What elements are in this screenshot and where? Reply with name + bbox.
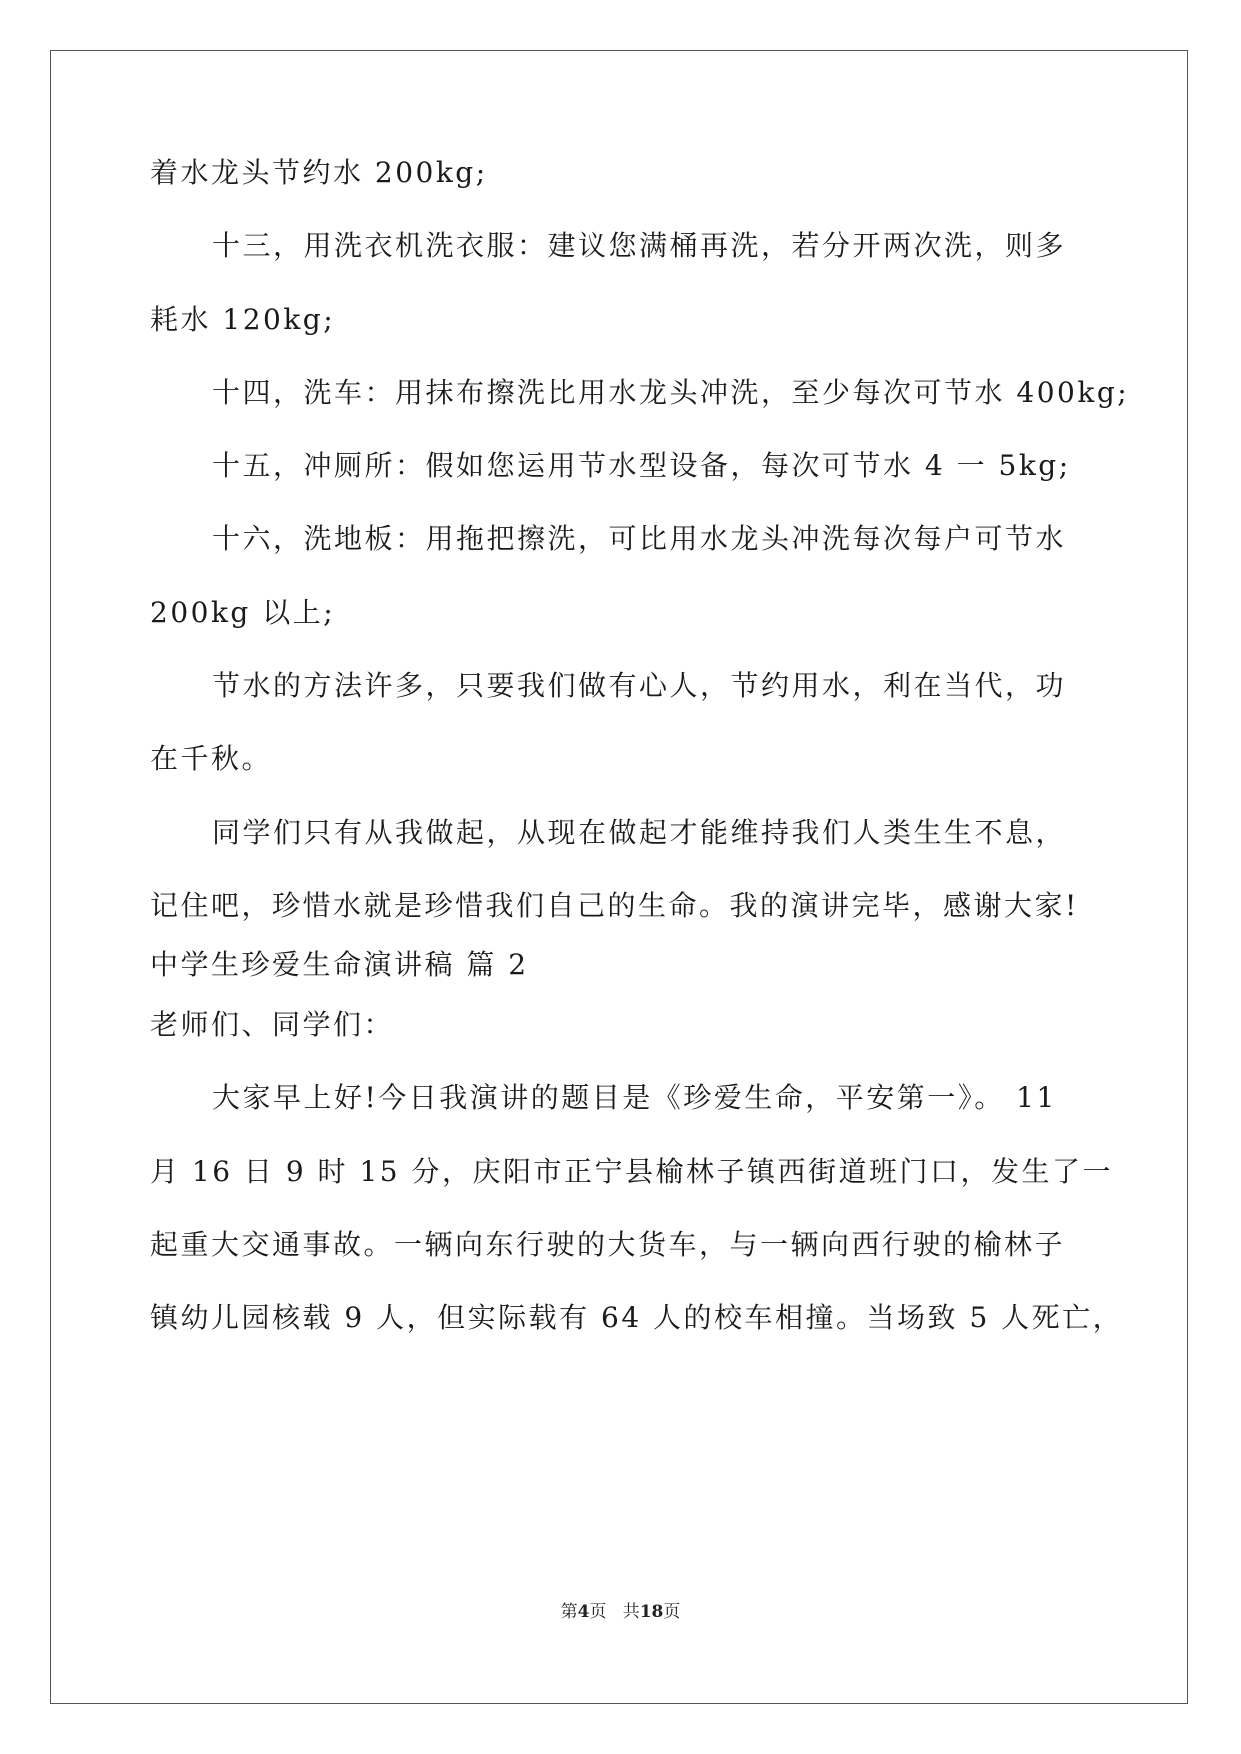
text-line: 节水的方法许多，只要我们做有心人，节约用水，利在当代，功: [212, 669, 1067, 702]
text-line: 耗水 120kg;: [150, 303, 336, 336]
text-line: 同学们只有从我做起，从现在做起才能维持我们人类生生不息，: [212, 816, 1067, 849]
total-page-number: 18: [639, 1602, 664, 1622]
footer-prefix: 第: [560, 1602, 578, 1622]
text-line: 记住吧，珍惜水就是珍惜我们自己的生命。我的演讲完毕，感谢大家!: [150, 889, 1079, 922]
current-page-number: 4: [577, 1602, 590, 1622]
footer-page-suffix: 页: [589, 1602, 607, 1622]
page-frame: [50, 50, 1188, 1704]
footer-total-suffix: 页: [663, 1602, 681, 1622]
text-line: 十五，冲厕所：假如您运用节水型设备，每次可节水 4 一 5kg;: [212, 449, 1071, 482]
text-line: 大家早上好!今日我演讲的题目是《珍爱生命，平安第一》。 11: [212, 1081, 1057, 1114]
section-heading: 中学生珍爱生命演讲稿 篇 2: [150, 948, 529, 981]
text-line: 月 16 日 9 时 15 分，庆阳市正宁县榆林子镇西街道班门口，发生了一: [150, 1155, 1113, 1188]
footer-total-prefix: 共: [622, 1602, 640, 1622]
text-line: 在千秋。: [150, 742, 273, 775]
text-line: 十三，用洗衣机洗衣服：建议您满桶再洗，若分开两次洗，则多: [212, 229, 1067, 262]
text-line: 200kg 以上;: [150, 596, 336, 629]
text-line: 起重大交通事故。一辆向东行驶的大货车，与一辆向西行驶的榆林子: [150, 1228, 1066, 1261]
text-line: 着水龙头节约水 200kg;: [150, 156, 488, 189]
text-line: 十六，洗地板：用拖把擦洗，可比用水龙头冲洗每次每户可节水: [212, 522, 1067, 555]
salutation: 老师们、同学们：: [150, 1008, 395, 1041]
text-line: 镇幼儿园核载 9 人，但实际载有 64 人的校车相撞。当场致 5 人死亡，: [150, 1301, 1124, 1334]
text-line: 十四，洗车：用抹布擦洗比用水龙头冲洗，至少每次可节水 400kg;: [212, 376, 1130, 409]
page-footer: [0, 1600, 1241, 1624]
